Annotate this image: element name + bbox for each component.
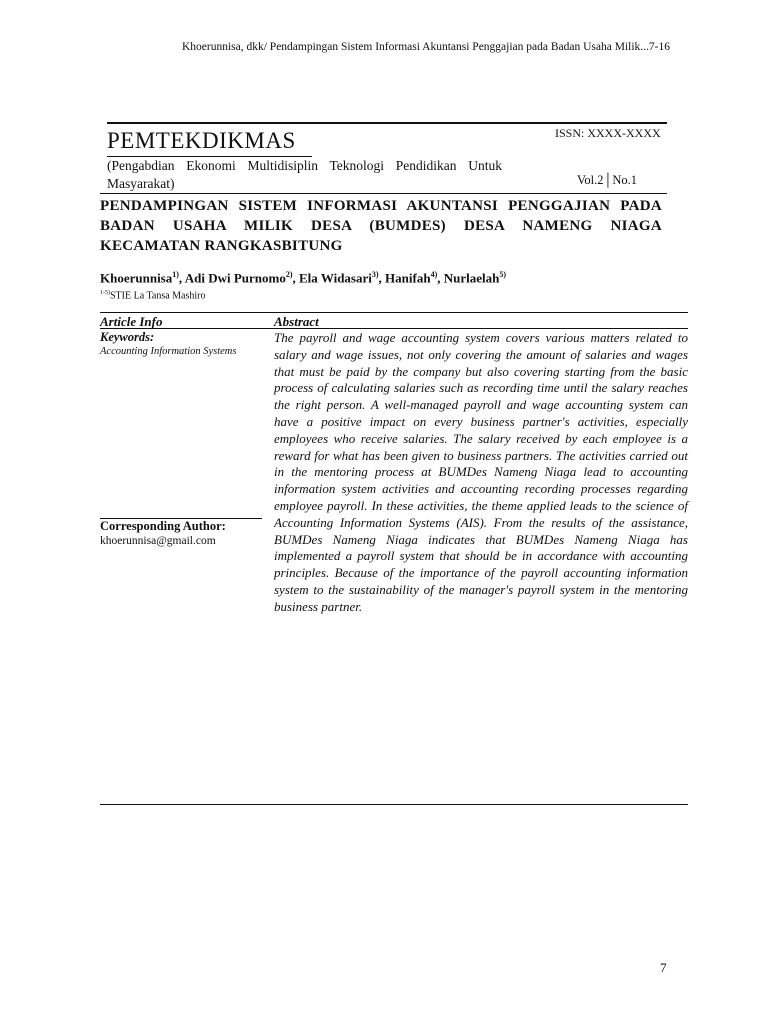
journal-name: PEMTEKDIKMAS <box>107 128 296 153</box>
author-list: Khoerunnisa$^{1)}$, Adi Dwi Purnomo$^{2)}$, Ela Widasari$^{3)}$, Hanifah$^{4)}$, Nurlaelah$^{5)}$ <box>100 270 507 286</box>
author-mark: 5) <box>499 270 507 279</box>
keywords-value: Accounting Information Systems <box>100 346 237 357</box>
author-name: Ela Widasari <box>299 270 372 286</box>
corresponding-author-label: Corresponding Author: <box>100 519 226 533</box>
author-mark: 3) <box>371 270 379 279</box>
author-name: Hanifah <box>385 270 431 286</box>
author-name: Adi Dwi Purnomo <box>184 270 286 286</box>
author-mark: 1) <box>172 270 179 279</box>
info-table-bottom-rule <box>100 804 688 805</box>
header-top-rule <box>107 122 667 124</box>
affiliation-name: STIE La Tansa Mashiro <box>110 290 206 302</box>
volume-number: Vol.2│No.1 <box>577 173 638 187</box>
affiliation <box>100 290 205 301</box>
author-mark: 2) <box>285 270 293 279</box>
journal-subtitle: (Pengabdian Ekonomi Multidisiplin Teknologi Pendidikan Untuk Masyarakat) <box>107 158 502 191</box>
header-bottom-rule <box>100 193 667 194</box>
page-number: 7 <box>660 960 667 975</box>
author-name: Nurlaelah <box>443 270 500 286</box>
issn: ISSN: XXXX-XXXX <box>555 126 661 140</box>
corresponding-email[interactable]: khoerunnisa@gmail.com <box>100 535 216 547</box>
author-name: Khoerunnisa <box>100 270 173 286</box>
keywords-label: Keywords: <box>100 330 155 344</box>
article-info-heading: Article Info <box>100 314 163 329</box>
author-mark: 4) <box>430 270 438 279</box>
article-title: PENDAMPINGAN SISTEM INFORMASI AKUNTANSI PENGGAJIAN PADA BADAN USAHA MILIK DESA (BUMDES) DESA NAMENG NIAGA KECAMATAN RANGKASBITUNG <box>100 198 662 254</box>
affiliation-mark: 1-5) <box>100 290 110 296</box>
abstract-text: The payroll and wage accounting system covers various matters related to salary and wage issues, not only covering the amount of salaries and wages that must be paid by the company but also covering starting from the basic process of calculating salaries such as recording time until the salary reaches the right person. A well-managed payroll and wage accounting system can have a positive impact on every business partner's activities, especially employees who receive salaries. The salary received by each employee is a reward for what has been given to business partners. The activities carried out in the mentoring process at BUMDes Nameng Niaga lead to accounting information system activities and accounting recording processes regarding employee payroll. In these activities, the theme applied leads to the science of Accounting Information Systems (AIS). From the results of the assistance, BUMDes Nameng Niaga indicates that BUMDes Nameng Niaga has implemented a payroll system that should be in accordance with accounting principles. Because of the importance of the payroll accounting information system to the sustainability of the manager's payroll system in the mentoring business partner. <box>274 330 688 614</box>
info-table-top-rule <box>100 312 688 313</box>
info-table-header-rule <box>100 328 688 329</box>
running-header: Khoerunnisa, dkk/ Pendampingan Sistem Informasi Akuntansi Penggajian pada Badan Usaha Milik...7-16 <box>181 41 670 53</box>
abstract-heading: Abstract <box>274 314 319 329</box>
